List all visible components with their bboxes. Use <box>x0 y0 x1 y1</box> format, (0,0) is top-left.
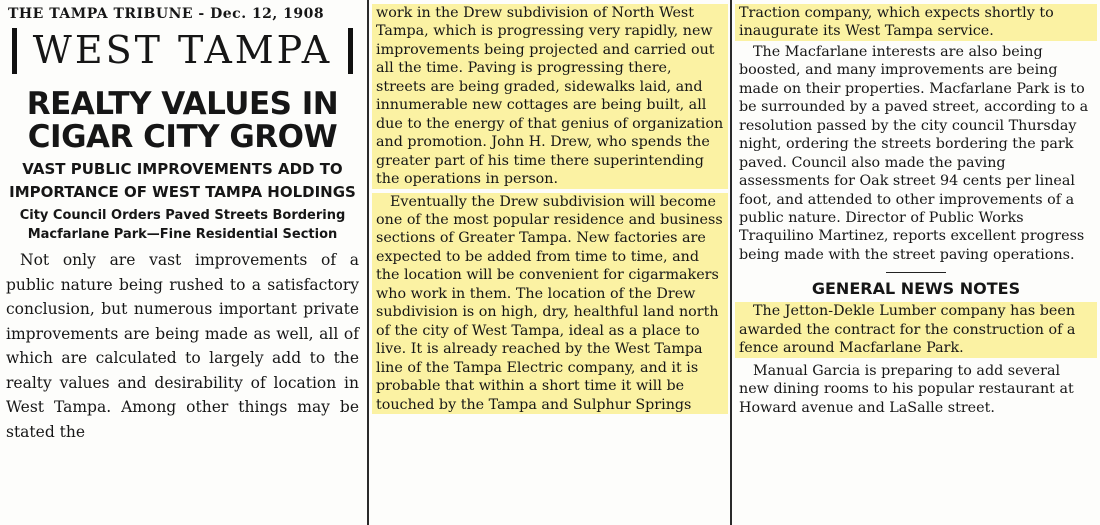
subheadline-secondary: City Council Orders Paved Streets Bordering Macfarlane Park—Fine Residential Section <box>19 208 346 242</box>
divider <box>886 272 946 273</box>
masthead: THE TAMPA TRIBUNE - Dec. 12, 1908 <box>8 6 325 22</box>
article-paragraph-3: Eventually the Drew subdivision will become one of the most popular residence and business sections of Greater Tampa. New factories are expected to be added from time to time, and the location will be convenient for cigarmakers who work in them. The location of the Drew subdivision is on high, dry, healthful land north of the city of West Tampa, ideal as a place to live. It is already reached by the West Tampa line of the Tampa Electric company, and it is probable that within a short time it will be touched by the Tampa and Sulphur Springs <box>372 193 728 414</box>
column-rule <box>367 0 369 525</box>
column-1 <box>0 0 365 525</box>
headline: REALTY VALUES IN CIGAR CITY GROW <box>26 86 339 155</box>
article-paragraph-5: The Macfarlane interests are also being boosted, and many improvements are being made on their properties. Macfarlane Park is to be surrounded by a paved street, according to a resolution passed by the city council Thursday night, ordering the streets bordering the park paved. Council also made the paving assessments for Oak street 94 cents per lineal foot, and attended to other improvements of a public nature. Director of Public Works Traquilino Martinez, reports excellent progress being made with the street paving operations. <box>739 43 1089 263</box>
article-paragraph-4: Traction company, which expects shortly to inaugurate its West Tampa service. <box>735 4 1097 41</box>
column-2 <box>372 0 728 525</box>
article-paragraph-1: Not only are vast improvements of a public nature being rushed to a satisfactory conclusion, but numerous important private improvements are being made as well, all of which are calculated to largely add to the realty values and desirability of location in West Tampa. Among other things may be stated the <box>6 251 359 441</box>
news-note-2: Manual Garcia is preparing to add several new dining rooms to his popular restaurant at Howard avenue and LaSalle street. <box>739 362 1074 416</box>
subheadline-primary: VAST PUBLIC IMPROVEMENTS ADD TO IMPORTANCE OF WEST TAMPA HOLDINGS <box>9 160 356 201</box>
article-paragraph-2: work in the Drew subdivision of North West Tampa, which is progressing very rapidly, new improvements being projected and carried out all the time. Paving is progressing there, streets are being graded, sidewalks laid, and innumerable new cottages are being built, all due to the energy of that genius of organization and promotion. John H. Drew, who spends the greater part of his time there superintending the operations in person. <box>372 4 728 189</box>
section-heading: GENERAL NEWS NOTES <box>811 279 1021 299</box>
section-kicker: WEST TAMPA <box>12 28 353 74</box>
column-3 <box>735 0 1097 525</box>
news-note-1: The Jetton-Dekle Lumber company has been awarded the contract for the construction of a fence around Macfarlane Park. <box>735 302 1097 357</box>
column-rule <box>730 0 732 525</box>
